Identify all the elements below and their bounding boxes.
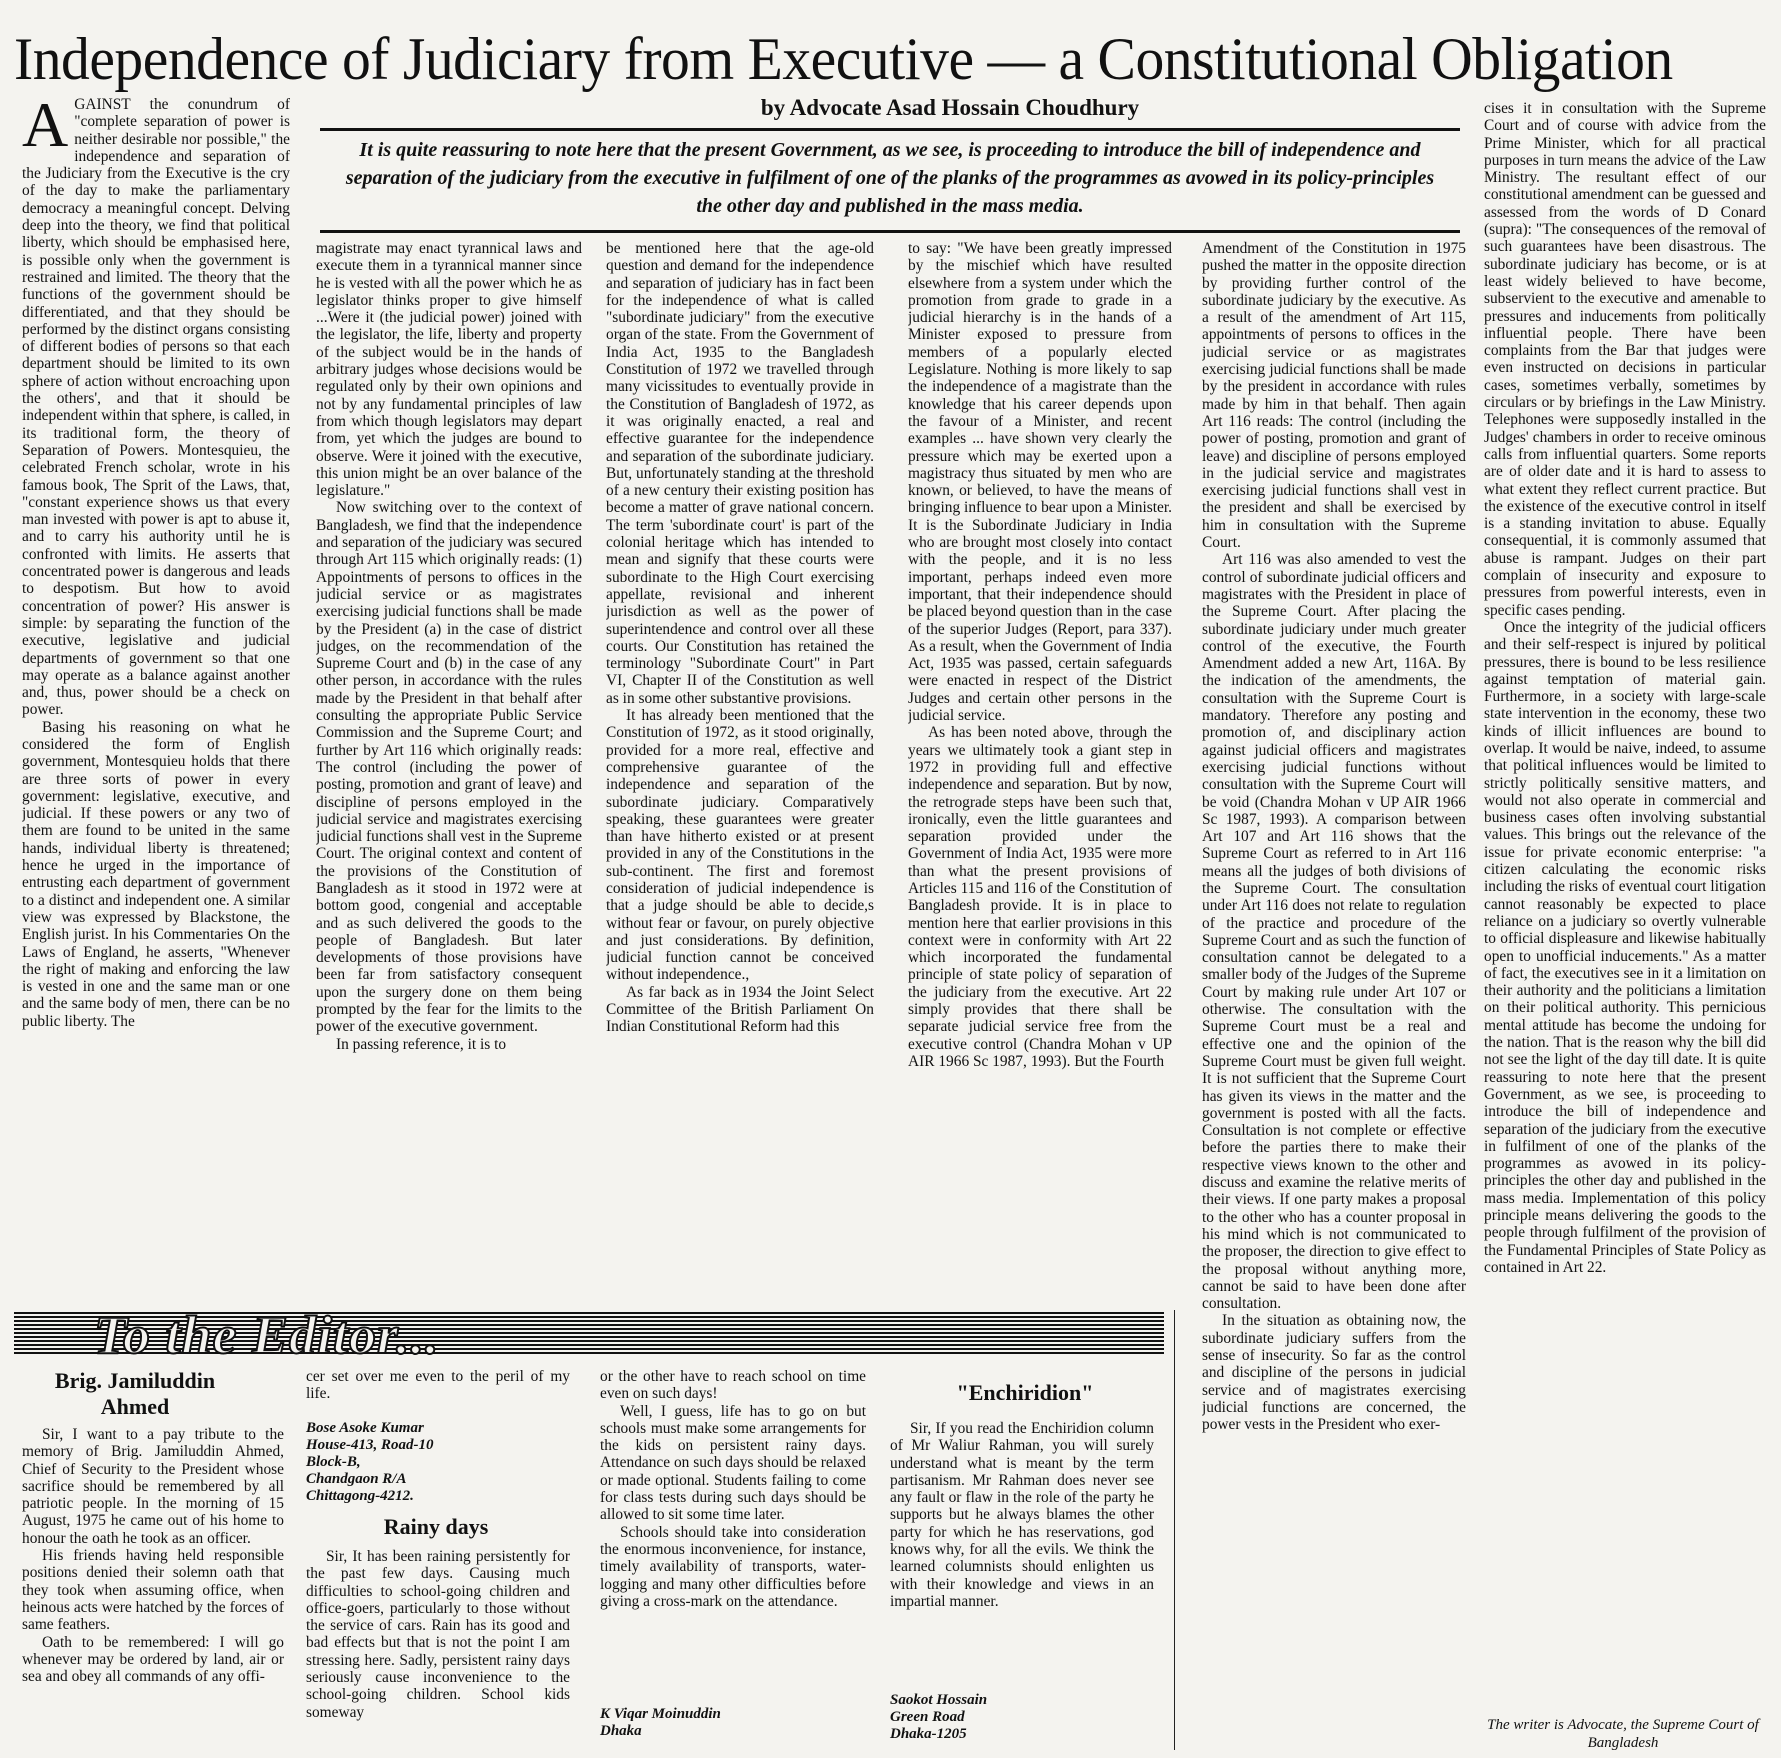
paragraph: magistrate may enact tyrannical laws and execute them in a tyrannical manner since he is vested with all the power which he as legislator thinks proper to give himself ...Were it (the judicial power) joined with the legislator, the life, liberty and property of the subject would be in the hands of arbitrary judges whose decisions would be regulated only by their own opinions and not by any fundamental principles of law from which though legislators may depart from, yet which the judges are bound to observe. Were it joined with the executive, this union might be an over balance of the legislature." — [316, 240, 582, 500]
signature-line: Dhaka — [600, 1723, 642, 1739]
article-column-3 — [606, 240, 874, 1294]
article-column-5 — [1202, 240, 1466, 1746]
paragraph: Basing his reasoning on what he considered the form of English government, Montesquieu holds that there are three sorts of power in every government: legislative, executive, and judicial. If these powers or any two of them are found to be united in the same hands, individual liberty is threatened; hence he urged in the importance of entrusting each department of government to a distinct and independent one. A similar view was expressed by Blackstone, the English jurist. In his Commentaries On the Laws of England, he asserts, "Whenever the right of making and enforcing the law is vested in one and the same man or one and the same body of men, there can be no public liberty. The — [22, 718, 290, 1030]
paragraph: His friends having held responsible positions denied their solemn oath that they took when assuming office, when heinous acts were hatched by the forces of same feathers. — [22, 1547, 284, 1634]
letter-title: "Enchiridion" — [956, 1380, 1094, 1405]
signature-line: Bose Asoke Kumar — [306, 1420, 424, 1436]
letter-signature — [600, 1706, 860, 1746]
article-headline: Independence of Judiciary from Executive — a Constitutional Obligation — [14, 26, 1673, 92]
signature-line: Saokot Hossain — [890, 1692, 988, 1708]
article-byline: by Advocate Asad Hossain Choudhury — [760, 95, 1140, 120]
signature-line: Chittagong-4212. — [306, 1488, 414, 1504]
paragraph: Now switching over to the context of Bangladesh, we find that the independence and separation of the judiciary was secured through Art 115 which originally reads: (1) Appointments of persons to offices in the judicial service or as magistrates exercising judicial functions shall be made by the President (a) in the case of district judges, on the recommendation of the Supreme Court and (b) in the case of any other person, in accordance with the rules made by the President in that behalf after consulting the appropriate Public Service Commission and the Supreme Court; and further by Art 116 which originally reads: The control (including the power of posting, promotion and grant of leave) and discipline of persons employed in the judicial service and magistrates exercising judicial functions shall vest in the Supreme Court. The original context and content of the provisions of the Constitution of Bangladesh as it stood in 1972 were at bottom good, congenial and acceptable and as such delivered the goods to the people of Bangladesh. But later developments of those provisions have been far from satisfactory consequent upon the surgery done on them being prompted by the fear for the limits to the power of the executive government. — [316, 499, 582, 1036]
article-deck: It is quite reassuring to note here that the present Government, as we see, is proceeding to introduce the bill of independence and separation of the judiciary from the executive in fulfilment of one of the planks of the programmes as avowed in its policy-principles the other day and published in the mass media. — [345, 139, 1435, 217]
writer-credit: The writer is Advocate, the Supreme Court of Bangladesh — [1487, 1717, 1759, 1751]
paragraph: As far back as in 1934 the Joint Select Committee of the British Parliament On Indian Constitutional Reform had this — [606, 983, 874, 1036]
banner-title: To the Editor... — [94, 1305, 440, 1365]
deck-top-rule — [320, 128, 1460, 131]
paragraph: As has been noted above, through the years we ultimately took a giant step in 1972 in providing full and effective independence and separation. But by now, the retrograde steps have been such that, ironically, even the little guarantees and separation provided under the Government of India Act, 1935 were more than what the present provisions of Articles 115 and 116 of the Constitution of Bangladesh provide. It is in place to mention here that earlier provisions in this context were in conformity with Art 22 which incorporated the fundamental principle of state policy of separation of the judiciary from the executive. Art 22 simply provides that there shall be separate judicial service free from the executive control (Chandra Mohan v UP AIR 1966 Sc 1987, 1993). But the Fourth — [908, 724, 1172, 1070]
article-column-6 — [1484, 100, 1766, 1726]
to-the-editor-banner — [14, 1305, 1164, 1365]
paragraph: or the other have to reach school on time even on such days! — [600, 1368, 866, 1403]
paragraph: It has already been mentioned that the Constitution of 1972, as it stood originally, provided for a more real, effective and comprehensive guarantee of the independence and separation of the subordinate judiciary. Comparatively speaking, these guarantees were greater than have hitherto existed or at present provided in any of the Constitutions in the sub-continent. The first and foremost consideration of judicial independence is that a judge should be able to decide,s without fear or favour, on purely objective and just considerations. By definition, judicial function cannot be conceived without independence., — [606, 707, 874, 984]
signature-line: Chandgaon R/A — [306, 1471, 407, 1487]
signature-line: Dhaka-1205 — [890, 1726, 967, 1742]
signature-line: K Viqar Moinuddin — [600, 1706, 721, 1722]
letter-title: Brig. Jamiluddin Ahmed — [54, 1368, 216, 1419]
article-column-4 — [908, 240, 1172, 1294]
letter-signature — [306, 1420, 566, 1510]
article-column-2 — [316, 240, 582, 1294]
paragraph: Sir, If you read the Enchiridion column of Mr Waliur Rahman, you will surely understand what is meant by the term partisanism. Mr Rahman does never see any fault or flaw in the role of the party he supports but he always blames the other party for which he has reservations, god knows why, for all the evils. We think the learned columnists should enlighten us with their knowledge and views in an impartial manner. — [890, 1420, 1154, 1610]
paragraph: In the situation as obtaining now, the subordinate judiciary suffers from the sense of insecurity. So far as the control and discipline of the persons in judicial service and of magistrates exercising judicial functions are concerned, the power vests in the President who exer- — [1202, 1312, 1466, 1434]
paragraph: In passing reference, it is to — [336, 1035, 507, 1053]
article-column-1 — [22, 96, 290, 1294]
paragraph: Oath to be remembered: I will go whenever may be ordered by land, air or sea and obey all commands of any offi- — [22, 1633, 284, 1686]
letter-body-2-cont — [600, 1368, 866, 1698]
paragraph: cises it in consultation with the Supreme Court and of course with advice from the Prime Minister, which for all practical purposes in turn means the advice of the Law Ministry. The resultant effect of our constitutional amendment can be guessed and assessed from the words of D Conard (supra): "The consequences of the removal of such guarantees have been disastrous. The subordinate judiciary has become, or is at least widely believed to have become, subservient to the executive and amenable to pressures and inducements from politically influential people. There have been complaints from the Bar that judges were even instructed on decisions in particular cases, sometimes verbally, sometimes by circulars or by briefings in the Law Ministry. Telephones were supposedly installed in the Judges' chambers in order to receive ominous calls from influential quarters. Some reports are of older date and it is hard to assess to what extent they reflect current practice. But the existence of the executive control in itself is a standing invitation to abuse. Equally consequential, it is commonly assumed that abuse is rampant. Judges on their part complain of insecurity and exposure to pressures from powerful interests, even in specific cases pending. — [1484, 100, 1766, 619]
letter-title: Rainy days — [383, 1514, 489, 1539]
signature-line: Green Road — [890, 1709, 965, 1725]
letter-body-1 — [22, 1426, 284, 1748]
paragraph: Art 116 was also amended to vest the control of subordinate judicial officers and magistrates with the President in place of the Supreme Court. After placing the subordinate judiciary under much greater control of the executive, the Fourth Amendment added a new Art, 116A. By the indication of the amendments, the consultation with the Supreme Court is mandatory. Therefore any posting and promotion of, and disciplinary action against judicial officers and magistrates exercising judicial functions without consultation with the Supreme Court will be void (Chandra Mohan v UP AIR 1966 Sc 1987, 1993). A comparison between Art 107 and Art 116 shows that the Supreme Court as referred to in Art 116 means all the judges of both divisions of the Supreme Court. The consultation under Art 116 does not relate to regulation of the practice and procedure of the Supreme Court and as such the function of consultation cannot be delegated to a smaller body of the Judges of the Supreme Court by making rule under Art 107 or otherwise. The consultation with the Supreme Court must be a real and effective one and the opinion of the Supreme Court must be given full weight. It is not sufficient that the Supreme Court has given its views in the matter and the government is posted with all the facts. Consultation is not complete or effective before the parties there to make their respective views known to the other and discuss and examine the relative merits of their views. If one party makes a proposal to the other who has a counter proposal in his mind which is not communicated to the proposer, the direction to give effect to the proposal without anything more, cannot be said to have been done after consultation. — [1202, 551, 1466, 1313]
paragraph: cer set over me even to the peril of my life. — [306, 1368, 570, 1403]
letter-signature — [890, 1692, 1150, 1748]
paragraph: Amendment of the Constitution in 1975 pushed the matter in the opposite direction by providing further control of the subordinate judiciary by the executive. As a result of the amendment of Art 115, appointments of persons to offices in the judicial service or as magistrates exercising judicial functions shall be made by the president in accordance with rules made by him in that behalf. Then again Art 116 reads: The control (including the power of posting, promotion and grant of leave) and discipline of persons employed in the judicial service and magistrates exercising judicial functions shall vest in the president and shall be exercised by him in consultation with the Supreme Court. — [1202, 240, 1466, 552]
letter-body-1-cont — [306, 1368, 570, 1412]
deck-bottom-rule — [320, 230, 1460, 233]
paragraph: Sir, I want to a pay tribute to the memory of Brig. Jamiluddin Ahmed, Chief of Security to the President whose sacrifice should be remembered by all patriotic people. In the morning of 15 August, 1975 he came out of his home to honour the oath he took as an officer. — [22, 1426, 284, 1547]
paragraph: to say: "We have been greatly impressed by the mischief which have resulted elsewhere from a system under which the promotion from grade to grade in a judicial hierarchy is in the hands of a Minister exposed to pressure from members of a popularly elected Legislature. Nothing is more likely to sap the independence of a magistrate than the knowledge that his career depends upon the favour of a Minister, and recent examples ... have shown very clearly the pressure which may be exerted upon a magistracy thus situated by men who are known, or believed, to have the means of bringing influence to bear upon a Minister. It is the Subordinate Judiciary in India who are brought most closely into contact with the people, and it is no less important, perhaps indeed even more important, that their independence should be placed beyond question than in the case of the superior Judges (Report, para 337). As a result, when the Government of India Act, 1935 was passed, certain safeguards were enacted in respect of the District Judges and certain other persons in the judicial service. — [908, 240, 1172, 725]
paragraph: Schools should take into consideration the enormous inconvenience, for instance, timely availability of transports, water-logging and many other difficulties before giving a cross-mark on the attendance. — [600, 1523, 866, 1610]
paragraph: Once the integrity of the judicial officers and their self-respect is injured by political pressures, there is bound to be less resilience against temptation of material gain. Furthermore, in a society with large-scale state intervention in the economy, these two kinds of illicit influences are bound to overlap. It would be naive, indeed, to assume that political influences would be limited to strictly politically sensitive matters, and would not also operate in commercial and business cases often involving substantial values. This brings out the relevance of the issue for private economic enterprise: "a citizen calculating the economic risks including the risks of eventual court litigation cannot reasonably be expected to place reliance on a judiciary so overtly vulnerable to official displeasure and likewise habitually open to unofficial inducements." As a matter of fact, the executives see in it a limitation on their authority and the politicians a limitation on their political authority. This pernicious mental attitude has become the undoing for the nation. That is the reason why the bill did not see the light of the day till date. It is quite reassuring to note here that the present Government, as we see, is proceeding to introduce the bill of independence and separation of the judiciary from the executive in fulfilment of one of the planks of the programmes as avowed in its policy-principles the other day and published in the mass media. Implementation of this policy principle means delivering the goods to the people through fulfilment of the provision of the Fundamental Principles of State Policy as contained in Art 22. — [1484, 618, 1766, 1276]
signature-line: Block-B, — [306, 1454, 361, 1470]
letter-body-2 — [306, 1548, 570, 1748]
drop-cap: A — [22, 96, 69, 160]
signature-line: House-413, Road-10 — [306, 1437, 434, 1453]
paragraph: be mentioned here that the age-old question and demand for the independence and separation of judiciary has in fact been for the independence of what is called "subordinate judiciary" from the executive organ of the state. From the Government of India Act, 1935 to the Bangladesh Constitution of 1972 we travelled through many vicissitudes to eventually provide in the Constitution of Bangladesh of 1972, as it was originally enacted, a real and effective guarantee for the independence and separation of the subordinate judiciary. But, unfortunately standing at the threshold of a new century their existing position has become a matter of grave national concern. The term 'subordinate court' is part of the colonial heritage which has intended to mean and signify that these courts were subordinate to the High Court exercising appellate, revisional and inherent jurisdiction as well as the power of superintendence and control over all these courts. Our Constitution has retained the terminology "Subordinate Court" in Part VI, Chapter II of the Constitution as well as in some other substantive provisions. — [606, 240, 874, 707]
column-divider — [1174, 1310, 1175, 1750]
paragraph: Well, I guess, life has to go on but schools must make some arrangements for the kids on persistent rainy days. Attendance on such days should be relaxed or made optional. Students failing to come for class tests during such days should be allowed to sit some time later. — [600, 1402, 866, 1524]
letter-body-3 — [890, 1420, 1154, 1680]
paragraph: GAINST the conundrum of "complete separation of power is neither desirable nor possible," the independence and separation of the Judiciary from the Executive is the cry of the day to make the parliamentary democracy a meaningful concept. Delving deep into the theory, we find that political liberty, which should be emphasised here, is possible only when the government is restrained and limited. The theory that the functions of the government should be differentiated, and that they should be performed by the distinct organs consisting of different bodies of persons so that each department should be limited to its own sphere of action without encroaching upon the others', and that it should be independent within that sphere, is called, in its traditional form, the theory of Separation of Powers. Montesquieu, the celebrated French scholar, wrote in his famous book, The Sprit of the Laws, that, "constant experience shows us that every man invested with power is apt to abuse it, and to carry his authority until he is confronted with limits. He asserts that concentrated power is dangerous and leads to despotism. But how to avoid concentration of power? His answer is simple: by separating the function of the executive, legislative and judicial departments of government so that one may operate as a balance against another and, thus, power should be a check on power. — [22, 96, 290, 719]
paragraph: Sir, It has been raining persistently for the past few days. Causing much difficulties to school-going children and office-goers, particularly to those without the service of cars. Rain has its good and bad effects but that is not the point I am stressing here. Sadly, persistent rainy days seriously cause inconvenience to the school-going children. School kids someway — [306, 1548, 570, 1721]
